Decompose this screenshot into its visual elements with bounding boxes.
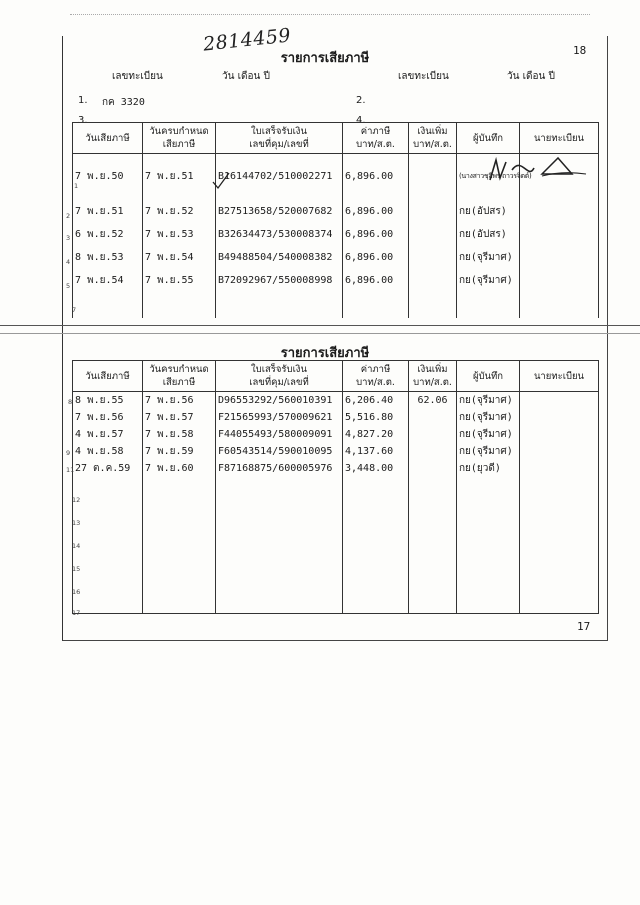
table-row [73,223,599,246]
top-edge-marks [70,4,590,15]
cell-receipt: F60543514/590010095 [216,443,343,460]
cell-extra [409,269,457,292]
cell-due: 7 พ.ย.57 [143,409,216,426]
cell-extra [409,223,457,246]
cell-paid: 7 พ.ย.50 [73,154,143,200]
table-row [73,269,599,292]
cell-registrar [520,460,599,477]
table-row [73,409,599,426]
top-sheet-title: รายการเสียภาษี [280,51,370,66]
bottom-table-header [73,361,599,392]
header-label-date-1: วัน เดือน ปี [222,71,270,82]
table-row [73,460,599,477]
cell-receipt: D96553292/560010391 [216,392,343,409]
cell-tax: 4,827.20 [343,426,409,443]
cell-recorder: กย(จุรีมาศ) [457,443,520,460]
col-paid-date: วันเสียภาษี [73,123,143,154]
col-extra: เงินเพิ่ม บาท/ส.ต. [409,361,457,392]
cell-recorder: (นางสาวชุลีพร ถาวรจิตต์) [457,154,520,200]
cell-due: 7 พ.ย.54 [143,246,216,269]
line-number: 17 [72,609,81,617]
cell-tax: 6,896.00 [343,246,409,269]
cell-due: 7 พ.ย.58 [143,426,216,443]
cell-recorder: กย(จุรีมาศ) [457,246,520,269]
cell-paid: 27 ต.ค.59 [73,460,143,477]
cell-due: 7 พ.ย.59 [143,443,216,460]
cell-tax: 4,137.60 [343,443,409,460]
line-number: 8 [68,398,73,406]
cell-due: 7 พ.ย.60 [143,460,216,477]
col-due-date: วันครบกำหนด เสียภาษี [143,123,216,154]
cell-recorder: กย(อัปสร) [457,223,520,246]
cell-tax: 6,896.00 [343,223,409,246]
line-number: 13 [72,519,81,527]
bottom-tax-table [72,360,599,614]
cell-receipt: F44055493/580009091 [216,426,343,443]
cell-due: 7 พ.ย.52 [143,200,216,223]
cell-tax: 3,448.00 [343,460,409,477]
fold-line [0,333,640,334]
col-extra: เงินเพิ่ม บาท/ส.ต. [409,123,457,154]
cell-extra [409,443,457,460]
line-number: 9 [66,449,71,457]
cell-tax: 6,896.00 [343,269,409,292]
cell-registrar [520,269,599,292]
cell-extra [409,426,457,443]
cell-registrar [520,392,599,409]
cell-recorder: กย(จุรีมาศ) [457,426,520,443]
cell-registrar [520,200,599,223]
line-number: 15 [72,565,81,573]
cell-paid [73,292,143,318]
cell-registrar [520,246,599,269]
cell-paid: 7 พ.ย.54 [73,269,143,292]
table-row [73,392,599,409]
cell-due: 7 พ.ย.56 [143,392,216,409]
cell-due: 7 พ.ย.51 [143,154,216,200]
cell-registrar [520,409,599,426]
table-row [73,443,599,460]
line-number: 12 [72,496,81,504]
cell-extra [409,154,457,200]
cell-paid: 7 พ.ย.56 [73,409,143,426]
col-recorder: ผู้บันทึก [457,123,520,154]
header-label-reg-1: เลขทะเบียน [112,71,163,82]
cell-tax: 6,896.00 [343,154,409,200]
check-mark [210,170,232,192]
cell-paid: 8 พ.ย.55 [73,392,143,409]
table-row [73,426,599,443]
cell-paid: 8 พ.ย.53 [73,246,143,269]
table-row [73,477,599,500]
cell-tax: 6,896.00 [343,200,409,223]
cell-recorder: กย(จุรีมาศ) [457,392,520,409]
table-row [73,569,599,592]
page-number-bottom: 17 [577,620,591,633]
cell-tax: 6,206.40 [343,392,409,409]
cell-recorder: กย(ยุวดี) [457,460,520,477]
cell-due: 7 พ.ย.53 [143,223,216,246]
col-due-date: วันครบกำหนด เสียภาษี [143,361,216,392]
cell-recorder: กย(จุรีมาศ) [457,269,520,292]
fold-line [0,325,640,326]
reg-line-1-num: 1. [78,95,88,106]
page-number-top: 18 [573,44,587,57]
cell-extra: 62.06 [409,392,457,409]
col-paid-date: วันเสียภาษี [73,361,143,392]
reg-line-1-value: กค 3320 [102,97,145,108]
cell-due [143,292,216,318]
line-number: 4 [66,258,71,266]
cell-receipt: B16144702/510002271 [216,154,343,200]
line-number: 5 [66,282,71,290]
col-registrar: นายทะเบียน [520,361,599,392]
table-row [73,246,599,269]
cell-extra [409,460,457,477]
handwritten-number: 2814459 [202,24,293,56]
cell-extra [409,246,457,269]
table-row [73,592,599,614]
table-row [73,546,599,569]
table-row [73,500,599,523]
top-table-header [73,123,599,154]
line-number: 2 [66,212,71,220]
cell-due: 7 พ.ย.55 [143,269,216,292]
cell-receipt [216,292,343,318]
cell-paid: 4 พ.ย.58 [73,443,143,460]
table-row [73,200,599,223]
col-receipt: ใบเสร็จรับเงิน เลขที่คุม/เลขที่ [216,361,343,392]
col-recorder: ผู้บันทึก [457,361,520,392]
line-number: 16 [72,588,81,596]
cell-receipt: B72092967/550008998 [216,269,343,292]
cell-receipt: B32634473/530008374 [216,223,343,246]
cell-registrar [520,223,599,246]
cell-registrar [520,426,599,443]
reg-line-2-num: 2. [356,95,366,106]
cell-extra [409,200,457,223]
line-number: 1 [74,182,79,190]
signature-mark [482,150,592,190]
reg-line-3-num: 3. [78,115,88,126]
header-label-reg-2: เลขทะเบียน [398,71,449,82]
table-row [73,523,599,546]
cell-extra [409,409,457,426]
cell-receipt: F21565993/570009621 [216,409,343,426]
line-number: 7 [72,306,77,314]
cell-receipt: B27513658/520007682 [216,200,343,223]
col-tax: ค่าภาษี บาท/ส.ต. [343,123,409,154]
cell-paid: 6 พ.ย.52 [73,223,143,246]
bottom-sheet-title: รายการเสียภาษี [280,346,370,361]
cell-registrar [520,443,599,460]
cell-recorder: กย(อัปสร) [457,200,520,223]
col-receipt: ใบเสร็จรับเงิน เลขที่คุม/เลขที่ [216,123,343,154]
cell-receipt: F87168875/600005976 [216,460,343,477]
cell-paid: 7 พ.ย.51 [73,200,143,223]
table-row [73,292,599,318]
cell-tax [343,292,409,318]
cell-registrar [520,292,599,318]
cell-paid: 4 พ.ย.57 [73,426,143,443]
cell-tax: 5,516.80 [343,409,409,426]
col-registrar: นายทะเบียน [520,123,599,154]
cell-extra [409,292,457,318]
cell-recorder: กย(จุรีมาศ) [457,409,520,426]
col-tax: ค่าภาษี บาท/ส.ต. [343,361,409,392]
header-label-date-2: วัน เดือน ปี [507,71,555,82]
line-number: 14 [72,542,81,550]
cell-receipt: B49488504/540008382 [216,246,343,269]
reg-line-4-num: 4. [356,115,366,126]
line-number: 3 [66,234,71,242]
line-number: 11 [66,466,75,474]
cell-recorder [457,292,520,318]
